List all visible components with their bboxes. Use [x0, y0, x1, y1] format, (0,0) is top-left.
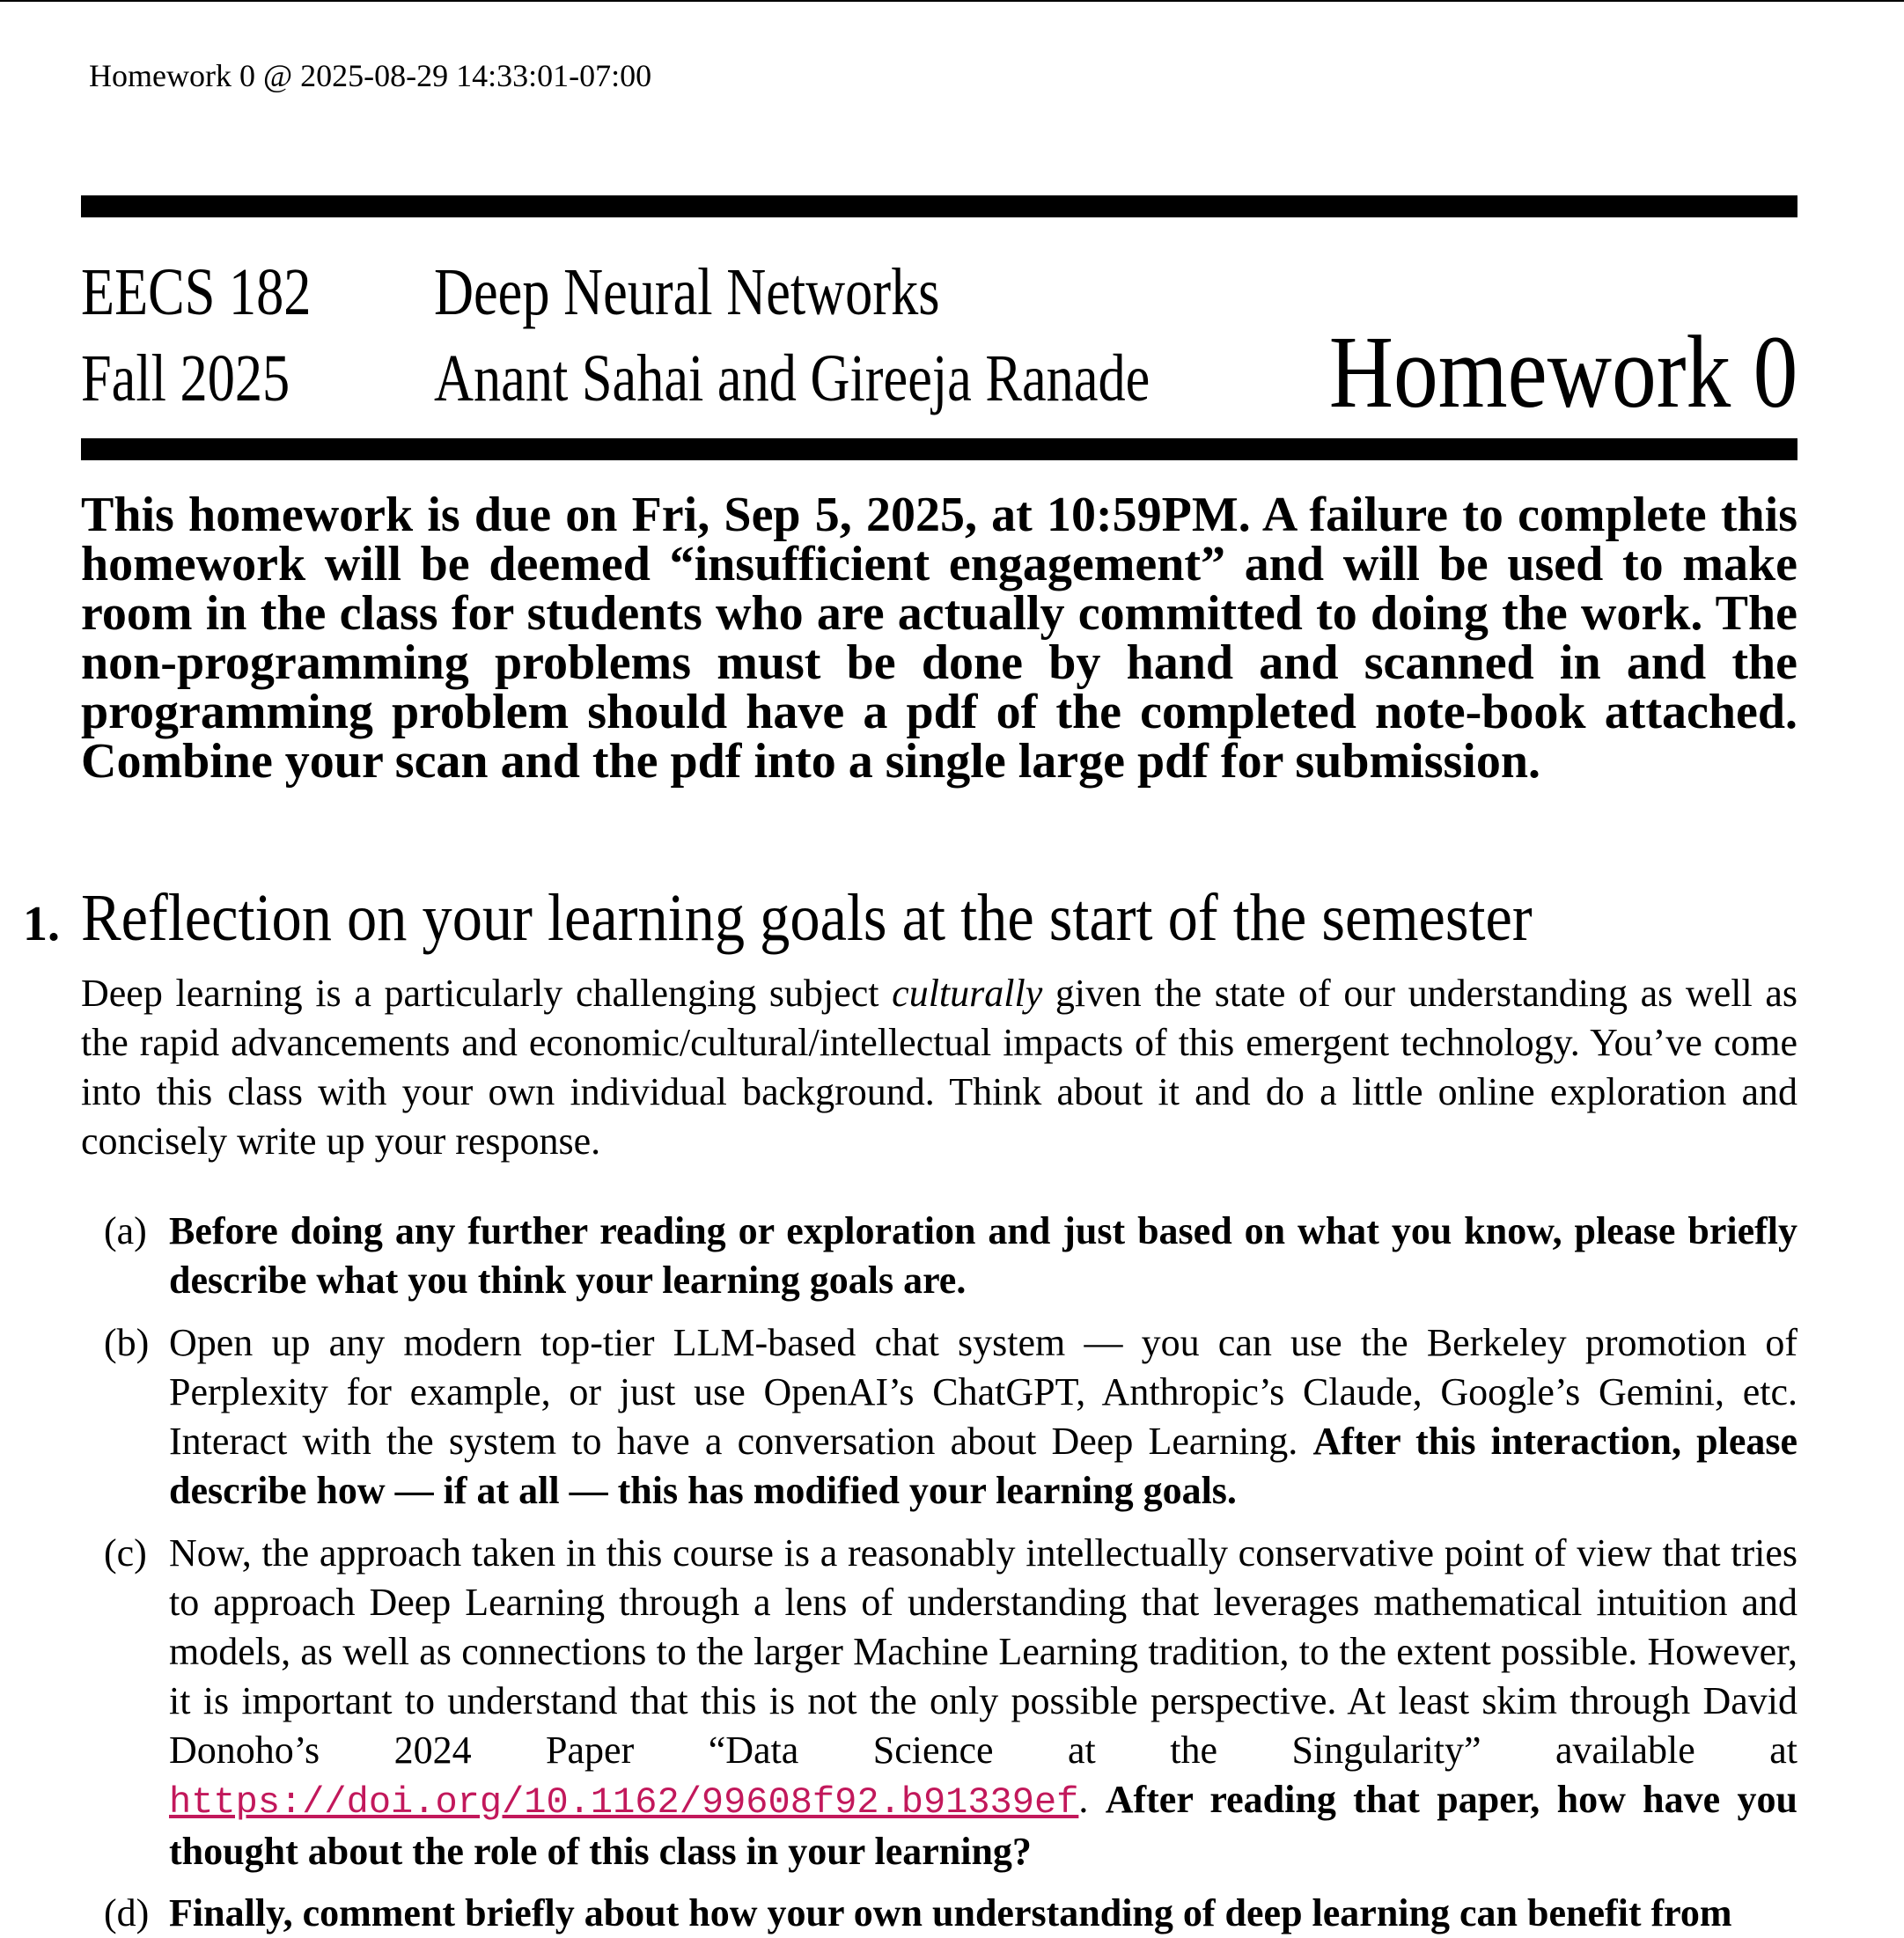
course-instructors: Anant Sahai and Gireeja Ranade [434, 341, 1150, 415]
course-title: Deep Neural Networks [434, 255, 940, 329]
intro-text-before: Deep learning is a particularly challenging subject [81, 972, 893, 1015]
part-a-body [169, 1207, 1797, 1305]
part-d-body [169, 1889, 1797, 1938]
course-code: EECS 182 [81, 255, 312, 329]
part-b-label: (b) [104, 1321, 150, 1364]
part-d-label: (d) [104, 1891, 150, 1934]
part-b-question: After this interaction, please describe how — if at all — this has modified your learning goals. [169, 1420, 1797, 1512]
part-a-label: (a) [104, 1209, 147, 1252]
part-c [81, 1529, 1797, 1876]
part-d [81, 1889, 1797, 1938]
due-notice: This homework is due on Fri, Sep 5, 2025, at 10:59PM. A failure to complete this homework will be deemed “insufficient engagement” and will be used to make room in the class for students who are actually committed to doing the work. The non-programming problems must be done by hand and scanned in and the programming problem should have a pdf of the completed note-book attached. Combine your scan and the pdf into a single large pdf for submission. [81, 488, 1797, 789]
problem-number: 1. [23, 897, 60, 951]
part-c-after-link: . [1078, 1778, 1106, 1821]
part-b-text: Open up any modern top-tier LLM-based chat system — you can use the Berkeley promotion of Perplexity for example, or just use OpenAI’s ChatGPT, Anthropic’s Claude, Google’s Gemini, etc. Interact with the system to have a conversation about Deep Learning. [169, 1321, 1797, 1463]
intro-emphasis: culturally [892, 972, 1043, 1015]
part-d-question: Finally, comment briefly about how your own understanding of deep learning can benefit from [169, 1891, 1732, 1934]
header-rule-top [81, 195, 1797, 217]
part-c-label: (c) [104, 1531, 147, 1575]
part-c-text: Now, the approach taken in this course is a reasonably intellectually conservative point of view that tries to approach Deep Learning through a lens of understanding that leverages mathematical intuition and models, as well as connections to the larger Machine Learning tradition, to the extent possible. However, it is important to understand that this is not the only possible perspective. At least skim through David Donoho’s 2024 Paper “Data Science at the Singularity” available at [169, 1531, 1797, 1772]
running-header: Homework 0 @ 2025-08-29 14:33:01-07:00 [89, 58, 652, 93]
intro-text-after: given the state of our understanding as well as the rapid advancements and economic/cultural/intellectual impacts of this emergent technology. You’ve come into this class with your own individual background. Think about it and do a little online exploration and concisely write up your response. [81, 972, 1797, 1163]
part-c-body [169, 1529, 1797, 1876]
problem-title: Reflection on your learning goals at the start of the semester [81, 881, 1533, 955]
part-a [81, 1207, 1797, 1305]
part-c-question: After reading that paper, how have you thought about the role of this class in your learning? [169, 1778, 1797, 1873]
page-top-border [0, 0, 1904, 2]
problem-heading [23, 880, 1694, 957]
header-rule-bottom [81, 438, 1797, 460]
part-a-question: Before doing any further reading or exploration and just based on what you know, please briefly describe what you think your learning goals are. [169, 1209, 1797, 1302]
part-b-body [169, 1318, 1797, 1516]
homework-title: Homework 0 [1328, 314, 1797, 429]
part-b [81, 1318, 1797, 1516]
course-term: Fall 2025 [81, 341, 290, 415]
problem-intro [81, 969, 1797, 1166]
donoho-paper-link[interactable]: https://doi.org/10.1162/99608f92.b91339ef [169, 1781, 1079, 1824]
